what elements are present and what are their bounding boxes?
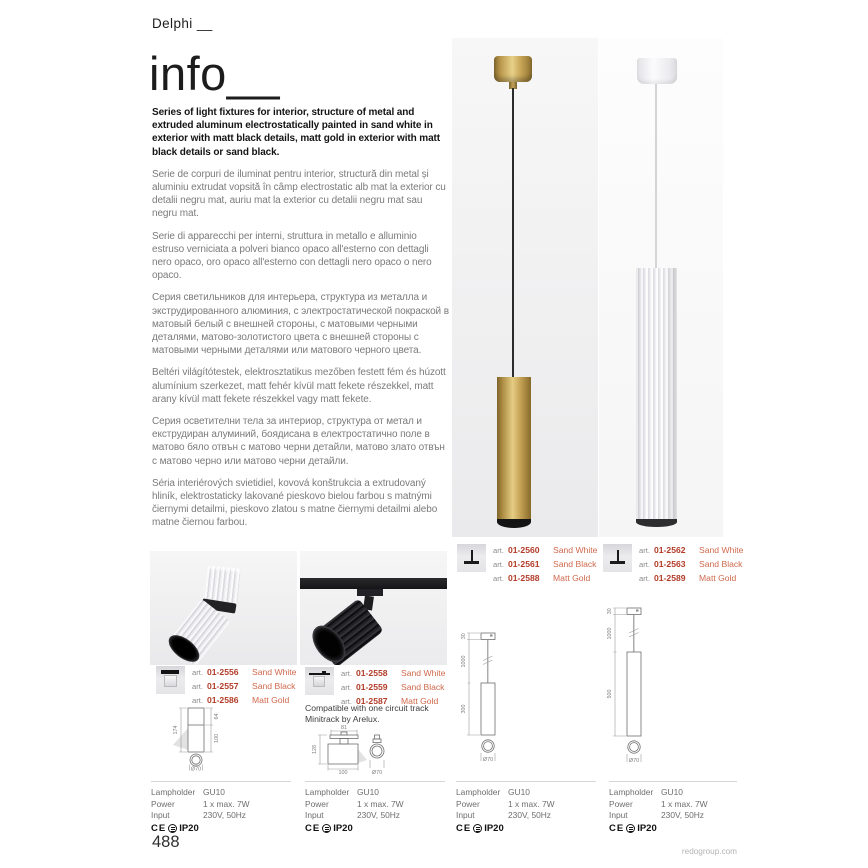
art-row: art. 01-2589 Matt Gold (639, 572, 737, 583)
description-ru: Серия светильников для интерьера, структура из металла и экструдированного алюминия, с электростатической покраской в матовый белый с внешней стороны, с матовыми черными деталями, матово-золотистого цвета с внешней стороны с матовыми черными деталями или матового черного цвета. (152, 292, 449, 357)
art-row: art. 01-2561 Sand Black (493, 558, 597, 569)
class-mark-icon (626, 824, 635, 833)
art-row: art. 01-2563 Sand Black (639, 558, 743, 569)
brand: Delphi __ (152, 16, 213, 31)
spec-value: 1 x max. 7W (661, 798, 708, 809)
spec-label: Power (151, 798, 175, 809)
art-finish: Sand Black (252, 680, 296, 691)
spec-value: GU10 (661, 787, 683, 797)
art-code: 01-2558 (356, 668, 388, 678)
page-title: info__ (149, 47, 281, 100)
class-mark-icon (168, 824, 177, 833)
svg-text:100: 100 (214, 734, 220, 743)
spec-value: 230V, 50Hz (508, 810, 551, 821)
art-row: art. 01-2588 Matt Gold (493, 572, 591, 583)
svg-text:Ø70: Ø70 (371, 770, 383, 774)
spec-value: 1 x max. 7W (357, 798, 404, 809)
svg-text:Ø70: Ø70 (628, 758, 640, 764)
spec-block-pendant-short (456, 781, 596, 834)
white-rim (636, 519, 677, 527)
art-code: 01-2560 (508, 545, 540, 555)
spec-block-track (305, 781, 445, 834)
white-cable (655, 84, 657, 268)
art-finish: Sand White (252, 667, 297, 677)
ce-mark: CE (305, 823, 321, 835)
description-ro: Serie de corpuri de iluminat pentru interior, structură din metal și aluminiu extrudat vopsită în câmp electrostatic alb mat la exterior cu detalii negru mat, auriu mat la exterior cu detalii negru mat sau negru mat. (152, 168, 446, 220)
art-finish: Matt Gold (553, 572, 591, 583)
class-mark-icon (473, 824, 482, 833)
track-compatibility-note: Compatible with one circuit track Minitrack by Arelux. (305, 703, 429, 724)
art-row: art. 01-2556 Sand White (192, 667, 297, 677)
spec-label: Lampholder (151, 787, 196, 797)
art-finish: Sand White (553, 545, 598, 555)
description-it: Serie di apparecchi per interni, struttura in metallo e alluminio estruso verniciata a polveri bianco opaco all'esterno con dettagli nero opaco, oro opaco all'esterno con dettagli nero opaco o nero opaco. (152, 230, 432, 282)
art-finish: Sand Black (401, 681, 445, 692)
page-number: 488 (152, 833, 180, 851)
svg-text:64: 64 (214, 713, 220, 720)
art-code: 01-2586 (207, 694, 239, 705)
art-code: 01-2588 (508, 572, 540, 583)
spec-label: Input (456, 810, 475, 821)
spec-label: Power (305, 798, 329, 809)
art-row: art. 01-2557 Sand Black (192, 680, 296, 691)
white-cylinder (636, 268, 677, 521)
spec-value: 230V, 50Hz (357, 810, 400, 821)
art-row: art. 01-2559 Sand Black (341, 681, 445, 692)
photo-pendant-white (599, 38, 723, 537)
spec-value: GU10 (357, 787, 379, 797)
art-code: 01-2587 (356, 695, 388, 706)
art-row: art. 01-2560 Sand White (493, 545, 598, 555)
art-finish: Sand White (699, 545, 744, 555)
art-finish: Matt Gold (699, 572, 737, 583)
spec-label: Lampholder (305, 787, 350, 797)
spec-label: Lampholder (456, 787, 501, 797)
ip-rating: IP20 (637, 823, 657, 835)
spec-value: 230V, 50Hz (661, 810, 704, 821)
pendant-mount-icon (603, 544, 632, 572)
art-code: 01-2556 (207, 667, 239, 677)
track-rail (300, 578, 447, 589)
art-code: 01-2563 (654, 558, 686, 569)
description-hu: Beltéri világítótestek, elektrosztatikus mezőben festett fém és húzott alumínium szerkezet, matt fehér kívül matt fekete részekkel, matt arany kívül matt fekete részekkel vagy matt fekete. (152, 367, 446, 405)
description-sk: Séria interiérových svietidiel, kovová konštrukcia a extrudovaný hliník, elektrostaticky lakované pieskovo bielou farbou s matnými čiernymi detailmi, pieskovo zlatou s matne čiernymi detailmi alebo matne čiernou farbou. (152, 477, 438, 529)
spec-value: 230V, 50Hz (203, 810, 246, 821)
svg-text:174: 174 (173, 725, 179, 735)
svg-text:30: 30 (607, 608, 613, 615)
spec-label: Input (151, 810, 170, 821)
art-code: 01-2589 (654, 572, 686, 583)
spec-value: 1 x max. 7W (203, 798, 250, 809)
svg-text:Ø70: Ø70 (482, 757, 494, 763)
art-code: 01-2557 (207, 680, 239, 691)
ip-rating: IP20 (333, 823, 353, 835)
art-block-spot (156, 666, 296, 708)
art-row: art. 01-2586 Matt Gold (192, 694, 290, 705)
spec-value: GU10 (508, 787, 530, 797)
art-finish: Sand Black (553, 558, 597, 569)
class-mark-icon (322, 824, 331, 833)
art-finish: Sand Black (699, 558, 743, 569)
svg-text:1000: 1000 (461, 655, 467, 668)
ce-mark: CE (609, 823, 625, 835)
art-block-pendant-short (457, 544, 597, 586)
ce-mark: CE (456, 823, 472, 835)
photo-pendant-gold (452, 38, 598, 537)
spec-label: Lampholder (609, 787, 654, 797)
svg-text:128: 128 (312, 745, 318, 754)
art-row: art. 01-2587 Matt Gold (341, 695, 439, 706)
website-url: redogroup.com (681, 847, 737, 856)
ce-mark: CE (151, 823, 167, 835)
photo-spot-surface (150, 551, 297, 665)
gold-canopy (494, 56, 532, 82)
svg-text:100: 100 (338, 770, 348, 774)
pendant-mount-icon (457, 544, 486, 572)
gold-cylinder (497, 377, 531, 521)
art-code: 01-2561 (508, 558, 540, 569)
ip-rating: IP20 (484, 823, 504, 835)
dimension-drawing-spot (158, 704, 246, 772)
surface-mount-icon (156, 666, 185, 694)
art-row: art. 01-2562 Sand White (639, 545, 744, 555)
white-canopy (637, 58, 677, 84)
spec-label: Power (609, 798, 633, 809)
spec-block-spot (151, 781, 291, 834)
spec-label: Input (609, 810, 628, 821)
svg-text:500: 500 (607, 689, 613, 699)
description-block (152, 106, 450, 539)
spec-value: GU10 (203, 787, 225, 797)
gold-cable (512, 88, 514, 378)
art-finish: Sand White (401, 668, 446, 678)
svg-text:1000: 1000 (607, 627, 613, 640)
description-en: Series of light fixtures for interior, structure of metal and extruded aluminum electrostatically painted in sand white in exterior with matt black details, matt gold in exterior with matt black details or sand black. (152, 107, 441, 158)
svg-text:30: 30 (461, 633, 467, 640)
photo-spot-track (300, 551, 447, 665)
art-code: 01-2562 (654, 545, 686, 555)
dimension-drawing-track (308, 724, 404, 774)
dimension-drawing-pendant-long (602, 598, 677, 772)
dimension-drawing-pendant-short (456, 622, 531, 772)
gold-rim (497, 519, 531, 528)
art-row: art. 01-2558 Sand White (341, 668, 446, 678)
svg-text:Ø70: Ø70 (190, 766, 202, 772)
spec-block-pendant-long (609, 781, 737, 834)
track-adapter (357, 589, 383, 596)
art-code: 01-2559 (356, 681, 388, 692)
description-bg: Серия осветителни тела за интериор, структура от метал и екструдиран алуминий, боядисана в електростатично поле в матово бяло отвън с матово черни детайли, матово злато отвън с матово черно или матово черни детайли. (152, 416, 445, 467)
spec-label: Input (305, 810, 324, 821)
art-finish: Matt Gold (252, 694, 290, 705)
svg-text:81: 81 (341, 725, 347, 731)
art-finish: Matt Gold (401, 695, 439, 706)
spec-value: 1 x max. 7W (508, 798, 555, 809)
track-mount-icon (305, 667, 334, 695)
svg-text:300: 300 (461, 704, 467, 714)
spec-label: Power (456, 798, 480, 809)
art-block-pendant-long (603, 544, 743, 586)
ip-rating: IP20 (179, 823, 199, 835)
